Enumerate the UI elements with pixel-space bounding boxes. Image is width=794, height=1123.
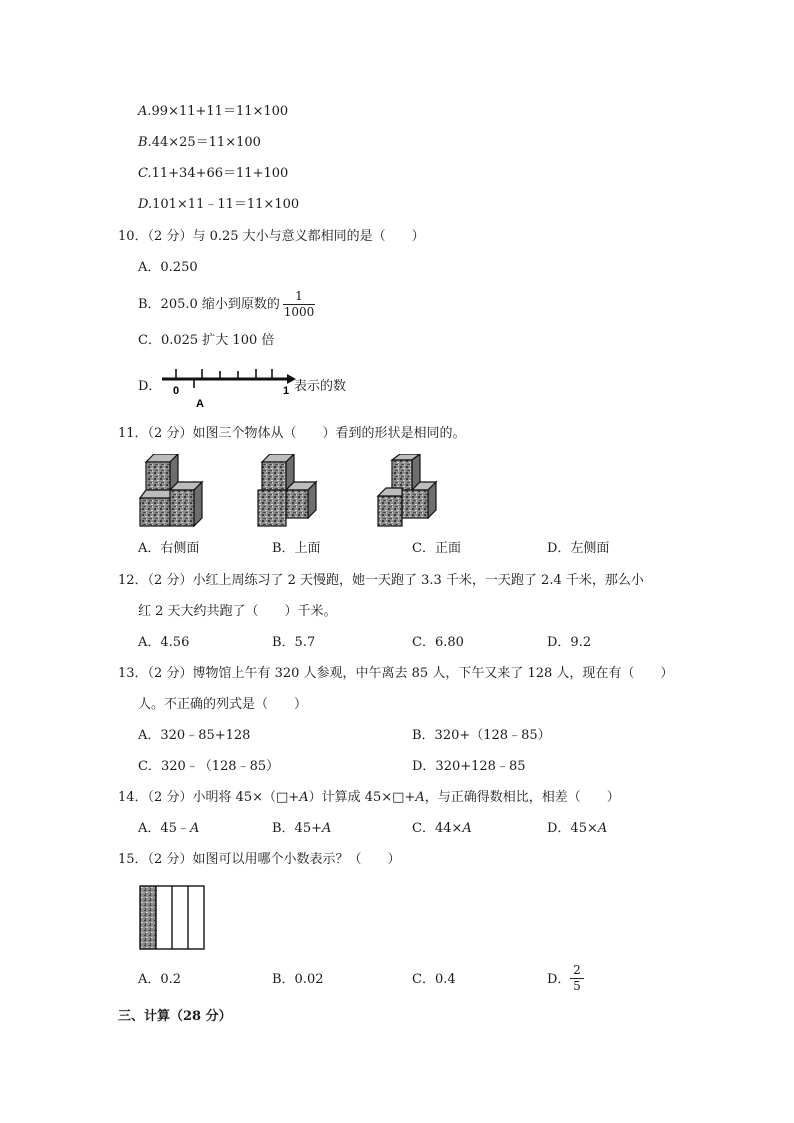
option-text: 11+34+66＝11+100 <box>151 166 289 181</box>
option-letter: D. <box>138 197 153 212</box>
q14-stem-suffix: ，与正确得数相比，相差（ ） <box>424 790 620 805</box>
q12-option-b: B．5.7 <box>272 635 316 650</box>
q10-fraction <box>283 290 315 319</box>
q12-option-c: C．6.80 <box>412 635 464 650</box>
fraction-denominator: 5 <box>573 979 581 993</box>
q15-shaded-rectangle <box>139 885 207 951</box>
number-line-point-label: A <box>196 398 204 410</box>
q14-option-b <box>272 821 331 837</box>
q12-stem-line2: 红 2 天大约共跑了（ ）千米。 <box>138 604 337 619</box>
q14-stem <box>118 790 620 806</box>
fraction-numerator: 1 <box>295 289 303 303</box>
q15-option-d-fraction <box>570 964 584 993</box>
option-variable: A <box>462 821 472 836</box>
option-text: 99×11+11＝11×100 <box>151 104 289 119</box>
option-letter: A. <box>138 104 152 119</box>
q10-stem: 10．（2 分）与 0.25 大小与意义都相同的是（ ） <box>118 229 425 244</box>
cube-figures <box>136 454 446 534</box>
q12-option-d: D．9.2 <box>547 635 592 650</box>
q11-option-a: A．右侧面 <box>138 541 200 556</box>
q10-option-b: B．205.0 缩小到原数的 <box>138 297 280 312</box>
fraction-denominator: 1000 <box>283 305 315 319</box>
cube-object-2 <box>258 454 316 526</box>
option-letter: C. <box>138 166 152 181</box>
q11-stem: 11．（2 分）如图三个物体从（ ）看到的形状是相同的。 <box>118 426 466 441</box>
q9-option-b <box>138 135 261 151</box>
number-line-figure <box>160 364 300 412</box>
q9-option-c <box>138 166 288 182</box>
q15-option-b: B．0.02 <box>272 972 324 987</box>
option-text: D．45× <box>547 821 598 836</box>
option-variable: A <box>597 821 608 836</box>
q13-option-c: C．320﹣（128﹣85） <box>138 759 280 774</box>
q9-option-d <box>138 197 299 213</box>
q14-variable: A <box>299 790 309 805</box>
q12-stem-line1: 12．（2 分）小红上周练习了 2 天慢跑，她一天跑了 3.3 千米，一天跑了 2.4 千米，那么小 <box>118 573 644 588</box>
option-variable: A <box>322 821 332 836</box>
q13-option-b: B．320+（128﹣85） <box>412 728 551 743</box>
q15-option-a: A．0.2 <box>138 972 182 987</box>
cube-object-3 <box>378 454 436 526</box>
option-letter: B. <box>138 135 152 150</box>
q15-option-d-prefix: D． <box>547 972 571 987</box>
option-text: B．45+ <box>272 821 322 836</box>
shaded-part <box>140 886 156 949</box>
q10-option-d-prefix: D． <box>138 379 162 394</box>
q14-stem-prefix: 14．（2 分）小明将 45×（□+ <box>118 790 300 805</box>
q13-stem-line1: 13．（2 分）博物馆上午有 320 人参观，中午离去 85 人，下午又来了 128 人，现在有（ ） <box>118 666 674 681</box>
q14-variable: A <box>415 790 425 805</box>
cube-object-1 <box>140 454 202 526</box>
q11-option-c: C．正面 <box>412 541 461 556</box>
q13-option-a: A．320﹣85+128 <box>138 728 251 743</box>
option-variable: A <box>189 821 200 836</box>
q10-option-d-suffix: 表示的数 <box>294 379 347 394</box>
q14-option-d <box>547 821 607 837</box>
section-heading: 三、计算（28 分） <box>118 1009 232 1024</box>
q14-option-a <box>138 821 199 837</box>
fraction-numerator: 2 <box>573 963 581 977</box>
option-text: C．44× <box>412 821 463 836</box>
q9-option-a <box>138 104 288 120</box>
q11-option-b: B．上面 <box>272 541 321 556</box>
option-text: 101×11﹣11＝11×100 <box>152 197 300 212</box>
number-line-zero-label: 0 <box>172 385 180 397</box>
number-line-one-label: 1 <box>282 385 290 397</box>
q15-option-c: C．0.4 <box>412 972 456 987</box>
q10-option-a: A．0.250 <box>138 260 198 275</box>
q15-stem: 15．（2 分）如图可以用哪个小数表示？（ ） <box>118 852 401 867</box>
q11-option-d: D．左侧面 <box>547 541 610 556</box>
option-text: 44×25＝11×100 <box>151 135 261 150</box>
q12-option-a: A．4.56 <box>138 635 190 650</box>
q14-option-c <box>412 821 472 837</box>
option-text: A．45﹣ <box>138 821 190 836</box>
q13-option-d: D．320+128﹣85 <box>412 759 526 774</box>
q14-stem-mid: ）计算成 45×□+ <box>308 790 416 805</box>
q10-option-c: C．0.025 扩大 100 倍 <box>138 333 275 348</box>
q13-stem-line2: 人。不正确的列式是（ ） <box>138 697 308 712</box>
